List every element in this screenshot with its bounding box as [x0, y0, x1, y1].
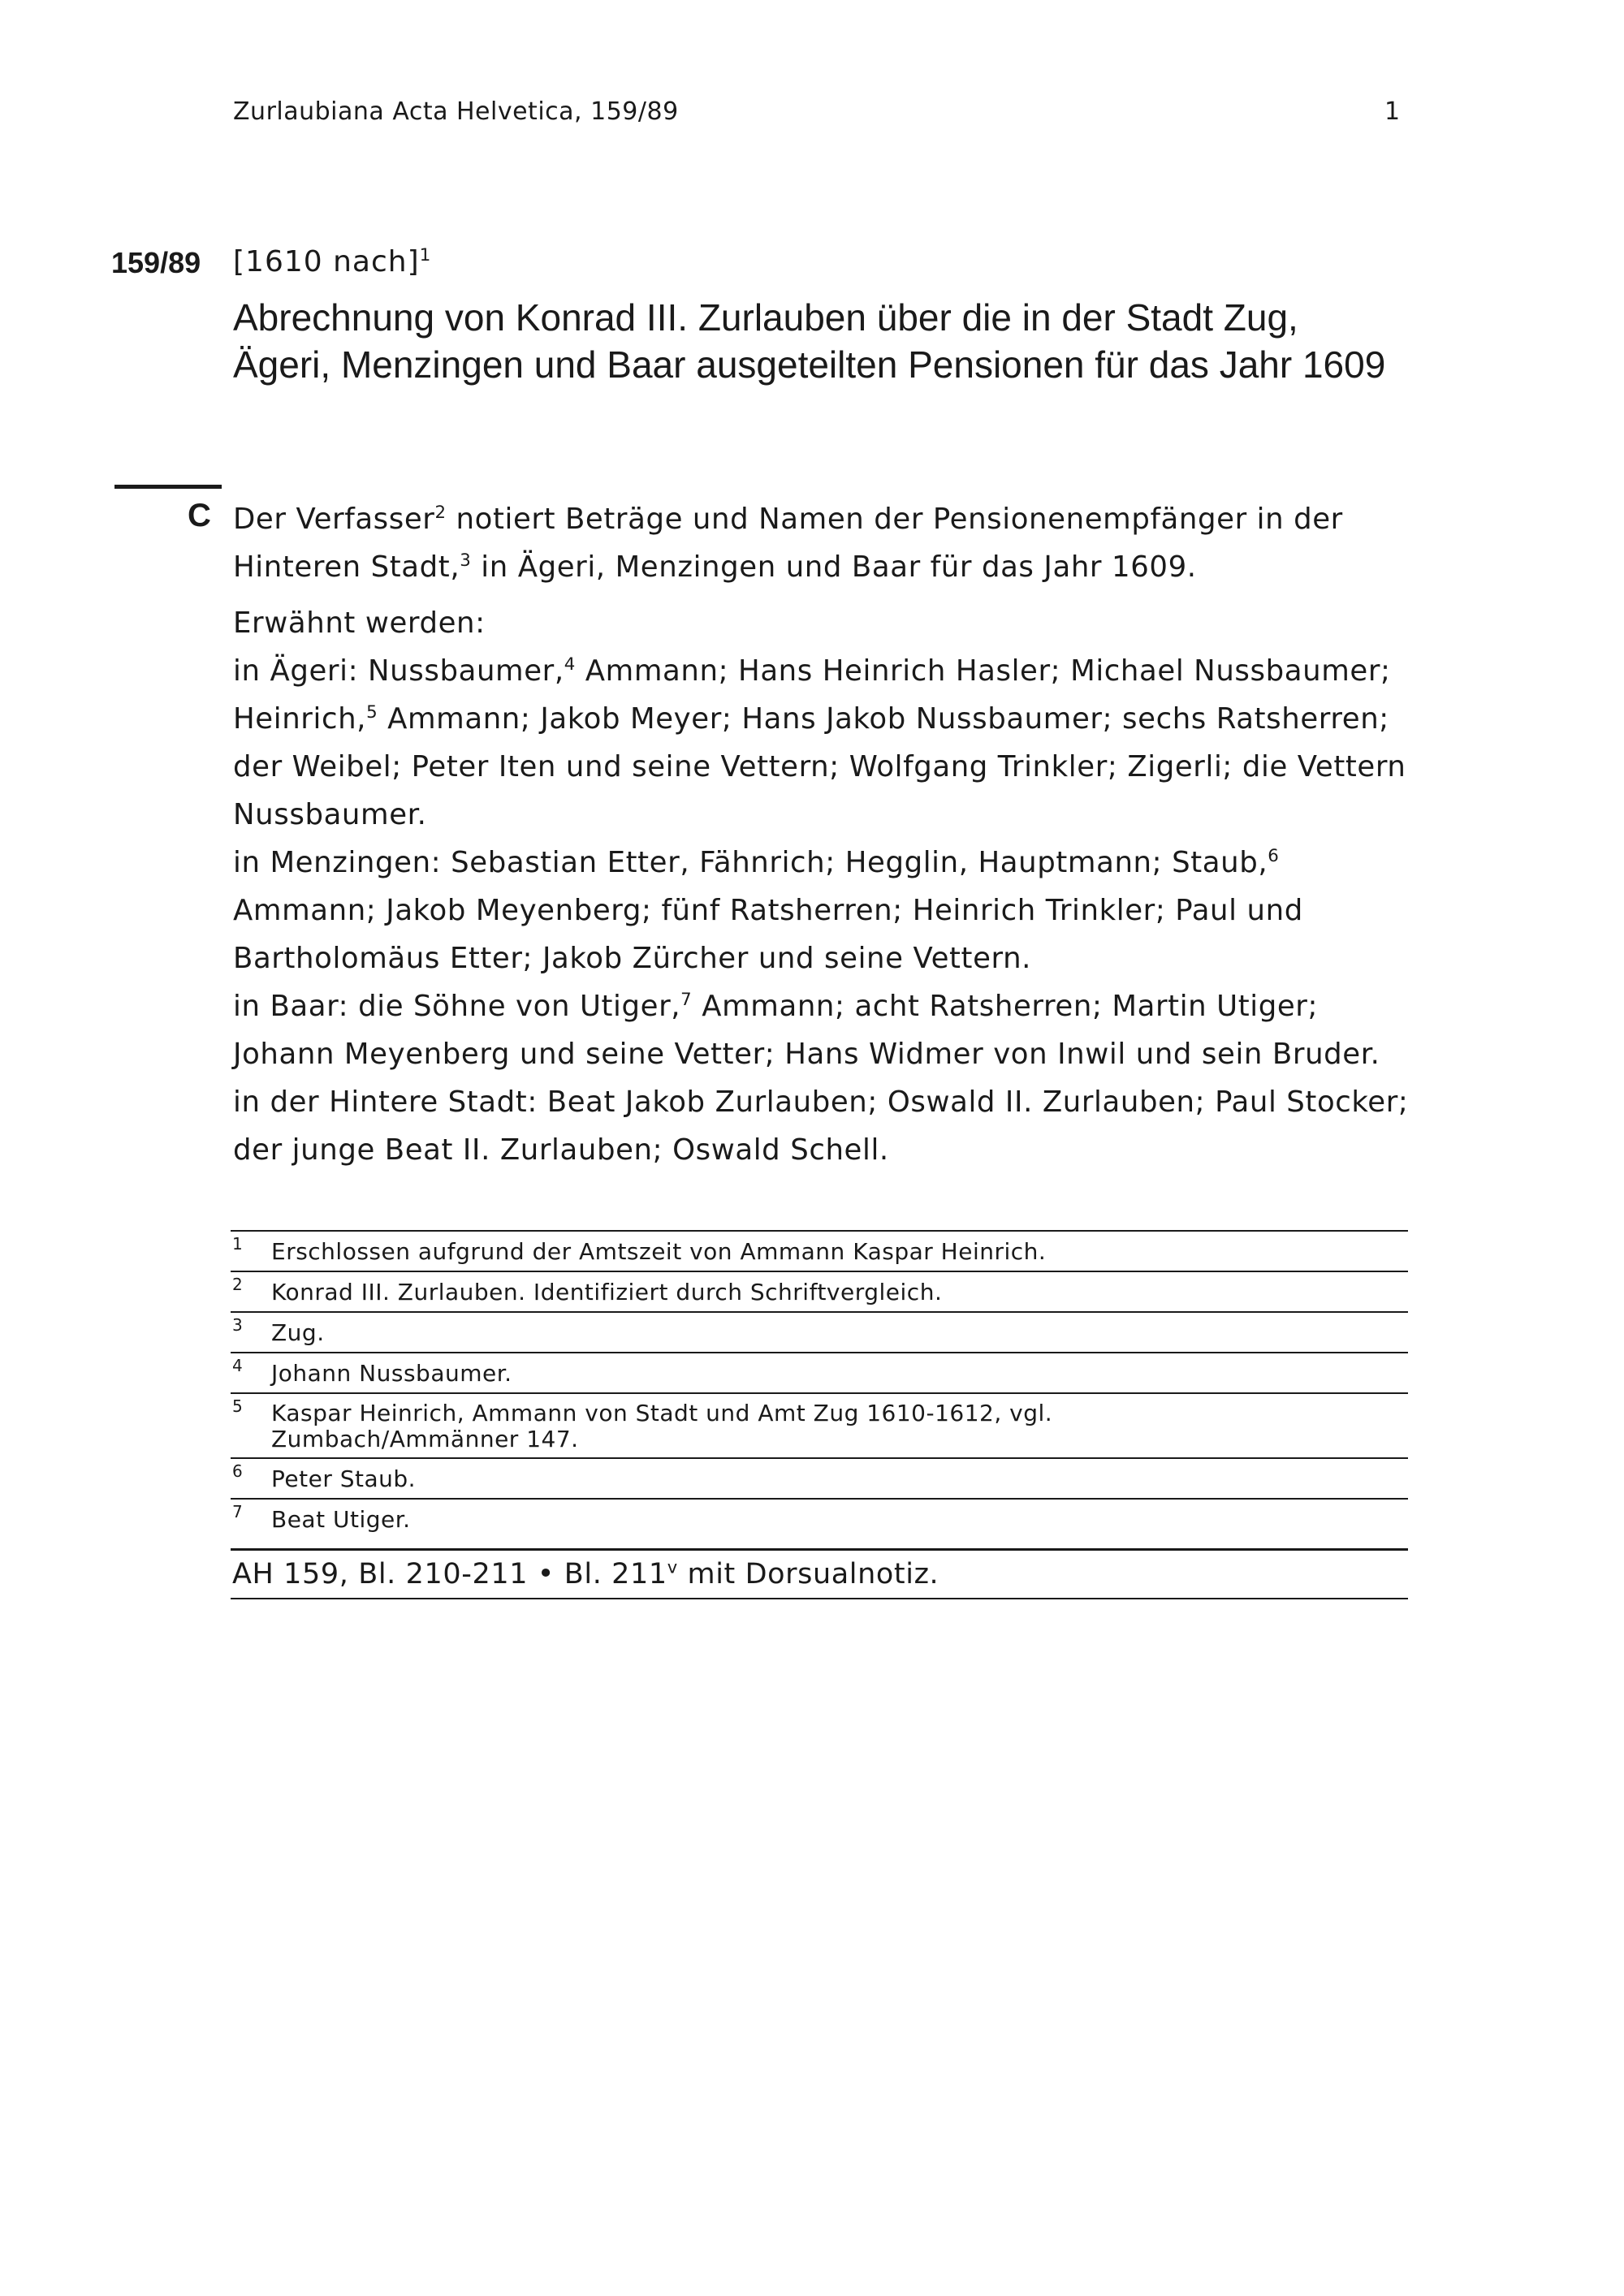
baar-paragraph — [233, 982, 1419, 1078]
regest-body — [233, 495, 1419, 1174]
footnote — [231, 1230, 1408, 1271]
footnote — [231, 1311, 1408, 1352]
footnote-text: Peter Staub. — [271, 1465, 417, 1492]
source-text-a: AH 159, Bl. 210-211 • Bl. 211 — [232, 1558, 667, 1590]
footnote-number: 7 — [232, 1502, 244, 1521]
menzingen-text-b: Ammann; Jakob Meyenberg; fünf Ratsherren; Heinrich Trinkler; Paul und Bartholomäus Etter; Jakob Zürcher und seine Vettern. — [233, 894, 1303, 975]
document-number-bold: 159 — [111, 246, 161, 279]
footnote-ref-2: 2 — [434, 503, 447, 524]
footnote — [231, 1271, 1408, 1311]
footnote-number: 2 — [232, 1275, 244, 1294]
footnote-text: Zug. — [271, 1319, 325, 1346]
document-number-suffix: /89 — [160, 246, 201, 279]
footnote-text: Erschlossen aufgrund der Amtszeit von Ammann Kaspar Heinrich. — [271, 1238, 1047, 1265]
date-text: [1610 nach] — [233, 245, 420, 278]
menzingen-paragraph — [233, 839, 1419, 982]
footnote-number: 6 — [232, 1461, 244, 1481]
source-verso-mark: v — [667, 1557, 678, 1577]
menzingen-text-a: in Menzingen: Sebastian Etter, Fähnrich; Hegglin, Hauptmann; Staub, — [233, 846, 1268, 879]
baar-text-b: Ammann; acht Ratsherren; Martin Utiger; Johann Meyenberg und seine Vetter; Hans Widmer von Inwil und sein Bruder. — [233, 990, 1380, 1071]
source-text-b: mit Dorsualnotiz. — [677, 1558, 939, 1590]
footnote-text: Johann Nussbaumer. — [271, 1360, 512, 1387]
baar-text-a: in Baar: die Söhne von Utiger, — [233, 990, 681, 1023]
footnote-ref-4: 4 — [564, 654, 576, 675]
summary-text-b: notiert Beträge und Namen der Pensionenempfänger in der Hinteren Stadt, — [233, 503, 1343, 584]
footnote-ref-3: 3 — [460, 550, 472, 572]
ageri-paragraph — [233, 647, 1419, 839]
footnote-ref-5: 5 — [366, 702, 378, 723]
footnote-text: Beat Utiger. — [271, 1506, 411, 1533]
summary-paragraph — [233, 495, 1419, 591]
footnote-number: 5 — [232, 1396, 244, 1416]
ageri-text-a: in Ägeri: Nussbaumer, — [233, 654, 564, 688]
footnotes — [231, 1230, 1408, 1599]
footnote — [231, 1457, 1408, 1498]
summary-text-a: Der Verfasser — [233, 503, 435, 536]
footnote-number: 4 — [232, 1356, 244, 1375]
document-title: Abrechnung von Konrad III. Zurlauben über die in der Stadt Zug, Ägeri, Menzingen und Baar ausgeteilten Pensionen für das Jahr 1609 — [233, 296, 1386, 386]
source-reference — [231, 1548, 1408, 1599]
footnote-ref-1: 1 — [419, 245, 432, 265]
footnote — [231, 1352, 1408, 1392]
footnote-number: 3 — [232, 1315, 244, 1335]
footnote-ref-7: 7 — [680, 990, 693, 1011]
footnote-number: 1 — [232, 1234, 244, 1254]
section-rule — [114, 485, 222, 489]
footnote — [231, 1392, 1408, 1457]
page-number: 1 — [1384, 97, 1401, 126]
document-date — [233, 245, 431, 278]
footnote-text: Kaspar Heinrich, Ammann von Stadt und Amt Zug 1610-1612, vgl. Zumbach/Ammänner 147. — [271, 1400, 1053, 1452]
ageri-text-b: Ammann; Hans Heinrich Hasler; Michael Nussbaumer; Heinrich, — [233, 654, 1391, 736]
summary-text-c: in Ägeri, Menzingen und Baar für das Jahr 1609. — [471, 550, 1197, 584]
header-title: Zurlaubiana Acta Helvetica, 159/89 — [233, 97, 679, 126]
ageri-text-c: Ammann; Jakob Meyer; Hans Jakob Nussbaumer; sechs Ratsherren; der Weibel; Peter Iten und seine Vettern; Wolfgang Trinkler; Zigerli; die Vettern Nussbaumer. — [233, 702, 1406, 831]
footnote — [231, 1498, 1408, 1539]
mentioned-label: Erwähnt werden: — [233, 606, 486, 640]
hintere-stadt-paragraph: in der Hintere Stadt: Beat Jakob Zurlauben; Oswald II. Zurlauben; Paul Stocker; der junge Beat II. Zurlauben; Oswald Schell. — [233, 1085, 1409, 1167]
document-number — [111, 246, 201, 280]
footnote-ref-6: 6 — [1268, 846, 1280, 867]
section-label: C — [188, 498, 211, 533]
footnote-text: Konrad III. Zurlauben. Identifiziert durch Schriftvergleich. — [271, 1279, 943, 1306]
